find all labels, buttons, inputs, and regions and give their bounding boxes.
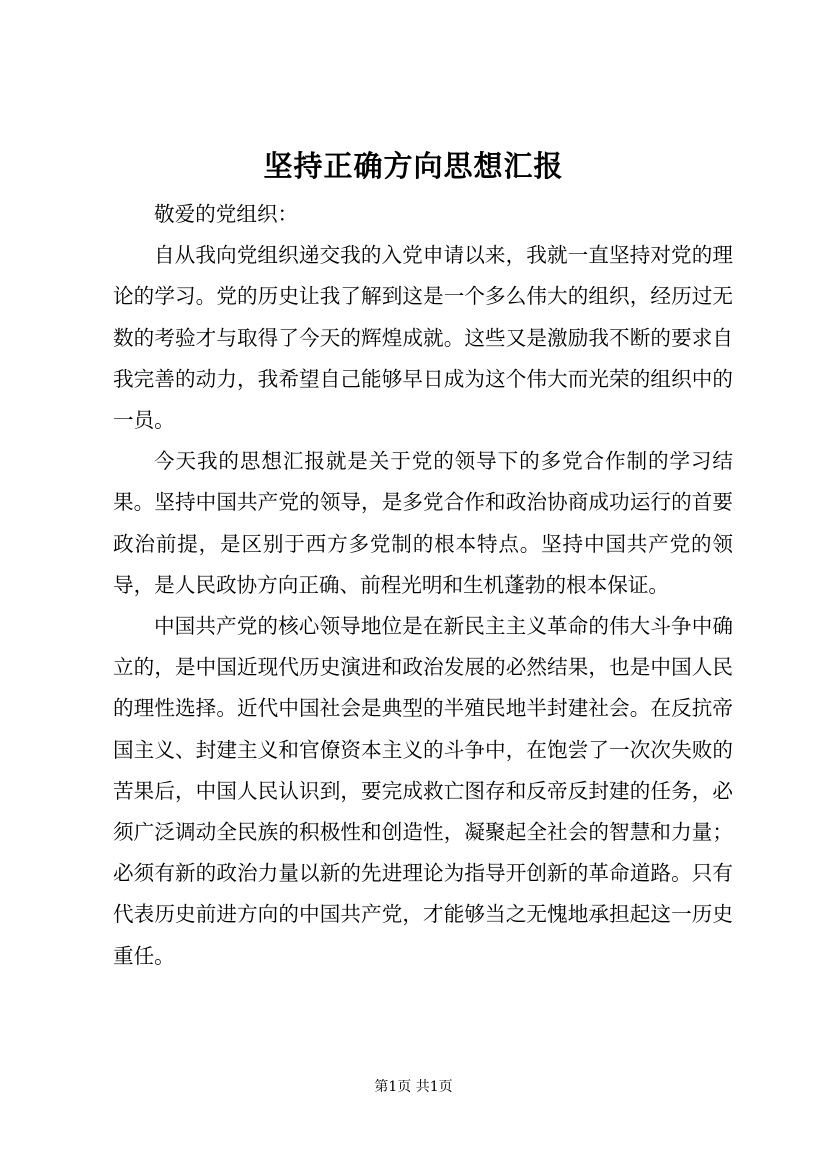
document-title: 坚持正确方向思想汇报 (263, 149, 564, 183)
paragraph-2: 今天我的思想汇报就是关于党的领导下的多党合作制的学习结果。坚持中国共产党的领导，是多党合作和政治协商成功运行的首要政治前提，是区别于西方多党制的根本特点。坚持中国共产党的领导，是人民政协方向正确、前程光明和生机蓬勃的根本保证。 (113, 449, 733, 597)
document-body (113, 194, 733, 977)
salutation: 敬爱的党组织： (154, 202, 299, 226)
paragraph-1: 自从我向党组织递交我的入党申请以来，我就一直坚持对党的理论的学习。党的历史让我了解到这是一个多么伟大的组织，经历过无数的考验才与取得了今天的辉煌成就。这些又是激励我不断的要求自我完善的动力，我希望自己能够早日成为这个伟大而光荣的组织中的一员。 (113, 243, 733, 433)
page-footer: 第1页 共1页 (374, 1079, 453, 1095)
paragraph-3: 中国共产党的核心领导地位是在新民主主义革命的伟大斗争中确立的，是中国近现代历史演进和政治发展的必然结果，也是中国人民的理性选择。近代中国社会是典型的半殖民地半封建社会。在反抗帝国主义、封建主义和官僚资本主义的斗争中，在饱尝了一次次失败的苦果后，中国人民认识到，要完成救亡图存和反帝反封建的任务，必须广泛调动全民族的积极性和创造性，凝聚起全社会的智慧和力量；必须有新的政治力量以新的先进理论为指导开创新的革命道路。只有代表历史前进方向的中国共产党，才能够当之无愧地承担起这一历史重任。 (113, 614, 733, 968)
